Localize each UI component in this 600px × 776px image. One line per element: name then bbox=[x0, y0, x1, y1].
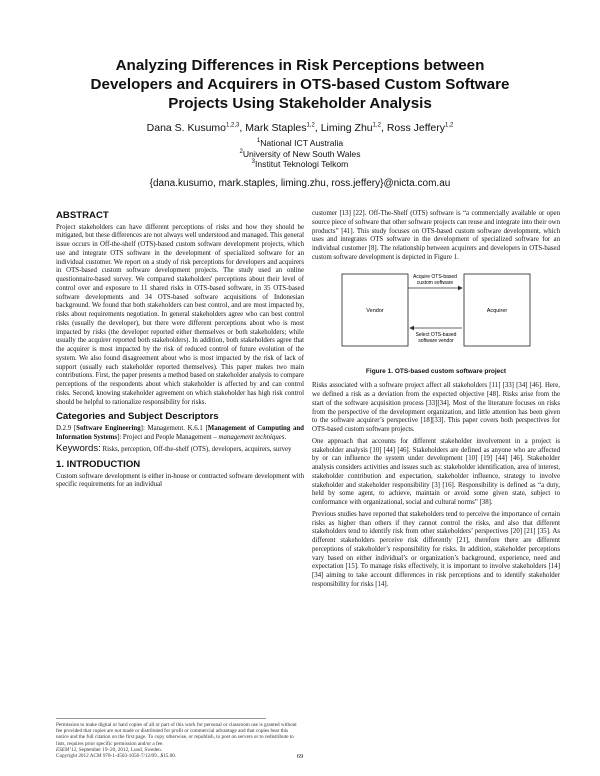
footnote-divider bbox=[56, 718, 266, 719]
paragraph: One approach that accounts for different stakeholder involvement in a project is stakeholder analysis [10] [44] [46]. Stakeholders are defined as anyone who are affected by or can influence the system under development [10] [19] [44] [46]. Stakeholder analysis considers activities and issues such as: stakeholder identification, area of interest, stakeholder contribution and expectation, stakeholder influence, strategy to involve stakeholder and stakeholder responsibility [3] [16]. Responsibility is defined as “a duty, held by some agent, to achieve, maintain or avoid some given state, subject to conformance with organizational, social and cultural norms” [38]. bbox=[312, 437, 560, 506]
select-label-2: software vendor bbox=[418, 337, 454, 344]
author: Mark Staples$^{1,2}$ bbox=[245, 122, 315, 134]
title-line: Projects Using Stakeholder Analysis bbox=[168, 95, 432, 112]
author-email: {dana.kusumo, mark.staples, liming.zhu, ross.jeffery}@nicta.com.au bbox=[149, 178, 451, 189]
figure-caption: Figure 1. OTS-based custom software project bbox=[365, 367, 507, 375]
paragraph: customer [13] [22]. Off-The-Shelf (OTS) software is “a commercially available or open source piece of software that other software projects can reuse and integrate into their own products” [41]. This study focuses on OTS-based custom software development, which uses and integrates OTS software in the development of specialized software for an individual customer [8]. The relationship between acquirers and developers in OTS-based custom software development is depicted in Figure 1. bbox=[312, 210, 560, 261]
author: Dana S. Kusumo$^{1,2,3}$ bbox=[146, 122, 240, 134]
figure-1 bbox=[312, 266, 560, 366]
title-line: Developers and Acquirers in OTS-based Custom Software bbox=[90, 76, 510, 93]
introduction-text: Custom software development is either in-house or contracted software development with specific requirements for an individual bbox=[56, 472, 304, 489]
keywords: Keywords: Risks, perception, Off-the-shelf (OTS), developers, acquirers, survey bbox=[56, 443, 292, 455]
author-list: Dana S. Kusumo$^{1,2,3}$, Mark Staples$^{1,2}$, Liming Zhu$^{1,2}$, Ross Jeffery$^{1,2}$ bbox=[146, 122, 454, 134]
paper-title bbox=[40, 56, 560, 113]
keywords-heading: Keywords: bbox=[56, 443, 101, 455]
right-column bbox=[312, 210, 560, 593]
paragraph: Previous studies have reported that stakeholders tend to perceive the importance of certain risks as higher than others if they cannot control the risks, and also that different stakeholders tend to identify risk from other stakeholders’ perspectives [20] [21] [35]. As different stakeholders perceive risk differently [21], therefore there are different perceptions of stakeholder’s responsibility for risks. In addition, stakeholder perceptions vary based on either individual’s or organization’s background, experience, need and expectation [15]. To manage risks effectively, it is important to involve stakeholders [14] [34] aiming to take account differences in risk perceptions and to identify stakeholder responsibility for risks [14]. bbox=[312, 510, 560, 588]
acquirer-label: Acquirer bbox=[486, 307, 508, 314]
affiliation: $^1$National ICT Australia bbox=[256, 138, 344, 148]
affiliation: $^3$Institut Teknologi Telkom bbox=[251, 159, 349, 169]
left-column bbox=[56, 210, 304, 493]
abstract-text: Project stakeholders can have different perceptions of risks and how they should be mitigated, but these differences are not always well understood and managed. This general issue occurs in Off-the-shelf (OTS)-based custom software development projects, which use and integrate OTS software in the development of specialized software for an individual customer. We report on a study of risk perceptions for developers and acquirers in OTS-based custom software development projects. The study used an online questionnaire-based survey. We compared stakeholders' perceptions about their level of control over and exposure to 11 shared risks in OTS-based software, in 35 OTS-based software developments and 34 OTS-based software acquisitions of Indonesian background. We found that both stakeholders can best control, and are most impacted by, risks about requirements negotiation. In general stakeholders agree who can best control risks (usually the developer), but there were different perceptions about who is most impacted by risks (the developer reported either themselves or both stakeholders; while usually the acquirer reported both stakeholders). In addition, both stakeholders agree that the acquirer is most impacted by the risk of reduced control of future evolution of the system. We also found disagreement about who is most impacted by the risk of lack of support (usually each stakeholder reported themselves). This paper makes two main contributions. First, the paper presents a method based on stakeholder analysis to compare perceptions of the respondents about which stakeholder is affected by and can control risks. Second, knowing stakeholder agreement on which stakeholder has high risk control should be helpful to rationalize responsibility for risks. bbox=[56, 223, 304, 406]
author: Liming Zhu$^{1,2}$ bbox=[320, 122, 381, 134]
title-line: Analyzing Differences in Risk Perceptions between bbox=[115, 57, 485, 74]
affiliation-list bbox=[40, 138, 560, 170]
permission-notice: Permission to make digital or hard copies of all or part of this work for personal or classroom use is granted without fee provided that copies are not made or distributed for profit or commercial advantage and that copies bear this notice and the full citation on the first page. To copy otherwise, or republish, to post on servers or to redistribute to lists, requires prior specific permission and/or a fee. ESEM’12, September 19–20, 2012, Lund, Sweden. Copyright 2012 ACM 978-1-4503-1056-7/12/09...$15.00. bbox=[56, 722, 297, 760]
categories-text: D.2.9 [Software Engineering]: Management. K.6.1 [Management of Computing and Information Systems]: Project and People Management – management techniques. bbox=[56, 424, 304, 441]
introduction-heading: 1. INTRODUCTION bbox=[56, 459, 141, 470]
acquire-label-2: custom software bbox=[416, 279, 454, 286]
page-number: 69 bbox=[296, 753, 304, 760]
author: Ross Jeffery$^{1,2}$ bbox=[386, 122, 454, 134]
acquire-label-1: Acquire OTS-based bbox=[413, 273, 457, 280]
select-label-1: Select OTS-based bbox=[415, 331, 457, 338]
abstract-heading: ABSTRACT bbox=[56, 210, 109, 221]
affiliation: $^2$University of New South Wales bbox=[239, 148, 361, 159]
categories-heading: Categories and Subject Descriptors bbox=[56, 411, 219, 423]
paragraph: Risks associated with a software project affect all stakeholders [11] [33] [34] [46]. Here, we defined a risk as a deviation from the expected objective [48]. Risks arise from the start of the software acquisition process [33][34]. Most of the literature focuses on risks from the perspective of the development organization, and little attention has been given to the software acquirer’s perspective [18][33]. This paper covers both perspectives for OTS-based custom software projects. bbox=[312, 382, 560, 433]
relationship-diagram bbox=[312, 266, 560, 366]
vendor-label: Vendor bbox=[366, 307, 384, 314]
